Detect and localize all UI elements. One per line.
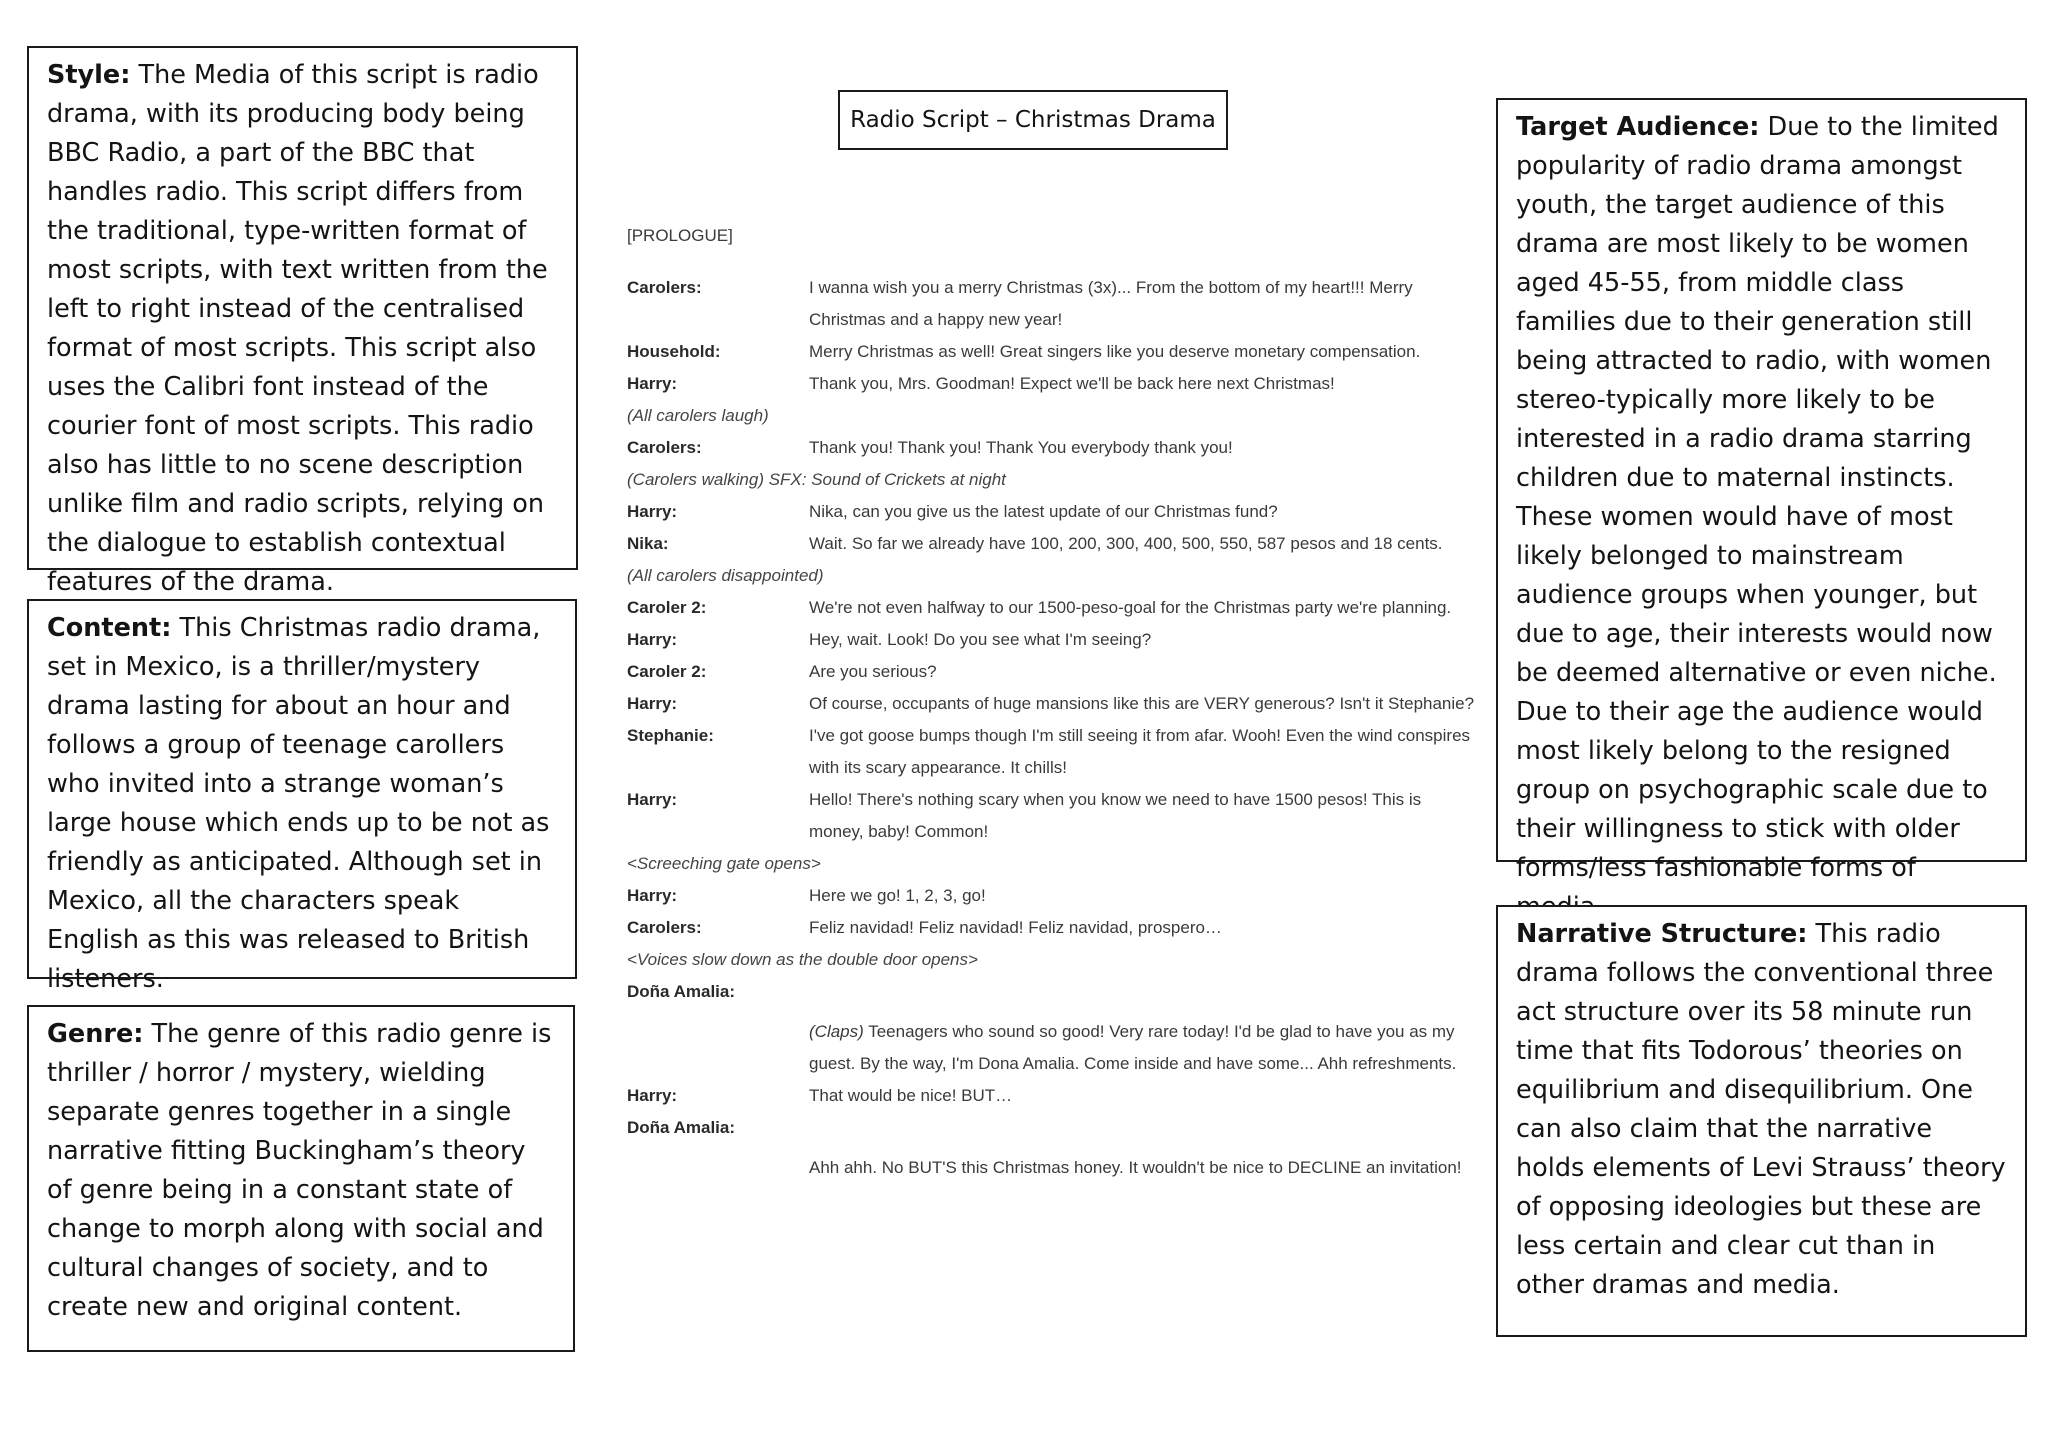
- style-text: The Media of this script is radio drama, with its producing body being BBC Radio, a part of the BBC that handles radio. This script differs from the traditional, type-written format of most scripts, with text written from the left to right instead of the centralised format of most scripts. This script also uses the Calibri font instead of the courier font of most scripts. This radio also has little to no scene description unlike film and radio scripts, relying on the dialogue to establish contextual features of the drama.: [47, 60, 548, 597]
- speaker-name: Harry:: [627, 1086, 678, 1105]
- script-line: [627, 784, 1477, 848]
- script-line: [627, 528, 1477, 560]
- dialogue-text: That would be nice! BUT…: [809, 1086, 1013, 1105]
- narrative-heading: Narrative Structure:: [1516, 919, 1808, 949]
- genre-heading: Genre:: [47, 1019, 144, 1049]
- dialogue-text: Teenagers who sound so good! Very rare today! I'd be glad to have you as my guest. By the way, I'm Dona Amalia. Come inside and have some... Ahh refreshments.: [809, 1022, 1457, 1073]
- stage-direction: <Screeching gate opens>: [627, 854, 821, 873]
- script-line: [627, 592, 1477, 624]
- dialogue-text: Ahh ahh. No BUT'S this Christmas honey. It wouldn't be nice to DECLINE an invitation!: [809, 1158, 1462, 1177]
- dialogue-text: Nika, can you give us the latest update of our Christmas fund?: [809, 502, 1278, 521]
- script-title-box: [838, 90, 1228, 150]
- narrative-text: This radio drama follows the conventional three act structure over its 58 minute run time that fits Todorous’ theories on equilibrium and disequilibrium. One can also claim that the narrative holds elements of Levi Strauss’ theory of opposing ideologies but these are less certain and clear cut than in other dramas and media.: [1516, 919, 2006, 1300]
- genre-box: [27, 1005, 575, 1352]
- dialogue-text: Feliz navidad! Feliz navidad! Feliz navidad, prospero…: [809, 918, 1222, 937]
- script-line: [627, 1080, 1477, 1112]
- dialogue-text: Wait. So far we already have 100, 200, 300, 400, 500, 550, 587 pesos and 18 cents.: [809, 534, 1443, 553]
- script-line: [627, 656, 1477, 688]
- script-line: [627, 912, 1477, 944]
- script-excerpt: [627, 220, 1477, 1184]
- dialogue-text: Are you serious?: [809, 662, 937, 681]
- stage-direction: (All carolers disappointed): [627, 566, 824, 585]
- script-title: Radio Script – Christmas Drama: [850, 107, 1216, 133]
- script-line: [627, 720, 1477, 784]
- dialogue-text: Of course, occupants of huge mansions like this are VERY generous? Isn't it Stephanie?: [809, 694, 1475, 713]
- speaker-name: Nika:: [627, 534, 669, 553]
- script-line: [627, 272, 1477, 336]
- target-text: Due to the limited popularity of radio drama amongst youth, the target audience of this drama are most likely to be women aged 45-55, from middle class families due to their generation still being attracted to radio, with women stereo-typically more likely to be interested in a radio drama starring children due to maternal instincts. These women would have of most likely belonged to mainstream audience groups when younger, but due to age, their interests would now be deemed alternative or even niche. Due to their age the audience would most likely belong to the resigned group on psychographic scale due to their willingness to stick with older forms/less fashionable forms of: [1516, 112, 1999, 883]
- speaker-name: Household:: [627, 342, 721, 361]
- dialogue-text: I wanna wish you a merry Christmas (3x)... From the bottom of my heart!!! Merry Christmas and a happy new year!: [809, 278, 1413, 329]
- content-text: This Christmas radio drama, set in Mexico, is a thriller/mystery drama lasting for about an hour and follows a group of teenage carollers who invited into a strange woman’s large house which ends up to be not as friendly as anticipated. Although set in Mexico, all the characters speak English as this was released to British listeners.: [47, 613, 550, 994]
- target-audience-box: [1496, 98, 2027, 883]
- speaker-name: Harry:: [627, 790, 678, 809]
- script-line: [627, 688, 1477, 720]
- speaker-name: Doña Amalia:: [627, 1118, 736, 1137]
- speaker-name: Harry:: [627, 630, 678, 649]
- stage-direction: (Carolers walking) SFX: Sound of Crickets at night: [627, 470, 1006, 489]
- speaker-name: Caroler 2:: [627, 598, 707, 617]
- dialogue-text: We're not even halfway to our 1500-peso-goal for the Christmas party we're planning.: [809, 598, 1452, 617]
- genre-text: The genre of this radio genre is thriller / horror / mystery, wielding separate genres together in a single narrative fitting Buckingham’s theory of genre being in a constant state of change to morph along with social and cultural changes of society, and to create new and original content.: [47, 1019, 552, 1322]
- dialogue-text: Merry Christmas as well! Great singers like you deserve monetary compensation.: [809, 342, 1421, 361]
- content-box: [27, 599, 577, 994]
- prologue-label: [PROLOGUE]: [627, 226, 733, 245]
- speaker-name: Stephanie:: [627, 726, 714, 745]
- script-line: [627, 496, 1477, 528]
- target-heading: Target Audience:: [1516, 112, 1760, 142]
- speaker-name: Doña Amalia:: [627, 982, 736, 1001]
- dialogue-text: [627, 1016, 1477, 1080]
- dialogue-text: Here we go! 1, 2, 3, go!: [809, 886, 986, 905]
- content-heading: Content:: [47, 613, 172, 643]
- speaker-name: Harry:: [627, 502, 678, 521]
- speaker-name: Caroler 2:: [627, 662, 707, 681]
- speaker-name: Harry:: [627, 374, 678, 393]
- stage-direction: (All carolers laugh): [627, 406, 769, 425]
- style-box: [27, 46, 578, 597]
- dialogue-text: Hello! There's nothing scary when you know we need to have 1500 pesos! This is money, baby! Common!: [809, 790, 1422, 841]
- dialogue-text: Thank you! Thank you! Thank You everybody thank you!: [809, 438, 1233, 457]
- dialogue-text: Hey, wait. Look! Do you see what I'm seeing?: [809, 630, 1152, 649]
- stage-direction: <Voices slow down as the double door opens>: [627, 950, 978, 969]
- narrative-structure-box: [1496, 905, 2027, 1337]
- dialogue-text: Thank you, Mrs. Goodman! Expect we'll be back here next Christmas!: [809, 374, 1335, 393]
- script-line: [627, 336, 1477, 368]
- style-heading: Style:: [47, 60, 131, 90]
- script-line: [627, 432, 1477, 464]
- speaker-name: Harry:: [627, 886, 678, 905]
- stage-direction: (Claps): [809, 1022, 864, 1041]
- speaker-name: Carolers:: [627, 918, 702, 937]
- script-line: [627, 624, 1477, 656]
- script-line: [627, 368, 1477, 400]
- speaker-name: Carolers:: [627, 438, 702, 457]
- script-line: [627, 880, 1477, 912]
- dialogue-text: I've got goose bumps though I'm still seeing it from afar. Wooh! Even the wind conspires with its scary appearance. It chills!: [809, 726, 1471, 777]
- speaker-name: Carolers:: [627, 278, 702, 297]
- speaker-name: Harry:: [627, 694, 678, 713]
